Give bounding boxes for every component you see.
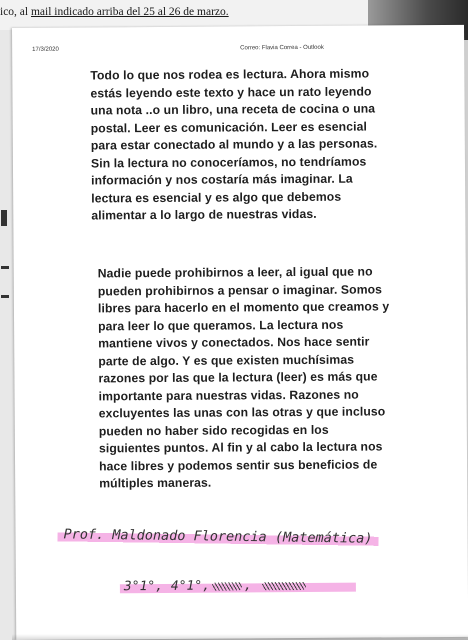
left-edge-mark	[1, 295, 9, 298]
handwritten-signature: Prof. Maldonado Florencia (Matemática)	[57, 524, 378, 548]
background-text-prefix: ico, al	[0, 6, 31, 18]
background-page-text	[0, 6, 229, 18]
handwritten-grades: 3°1°, 4°1°, ,	[124, 578, 308, 594]
left-edge-mark	[1, 266, 9, 269]
grades-text: 3°1°, 4°1°,	[123, 578, 211, 595]
print-date: 17/3/2020	[32, 46, 59, 53]
left-edge-mark	[1, 210, 7, 226]
scribbled-out-word	[212, 582, 242, 590]
paragraph-2: Nadie puede prohibirnos a leer, al igual que no pueden prohibirnos a pensar o imaginar. Somos libres para hacerlo en el momento que creamos y para leer lo que queramos. La lectura nos mantiene vivos y conectados. Nos hace sentir parte de algo. Y es que existen muchísimas razones por las que la lectura (leer) es más que importante para nuestras vidas. Razones no excluyentes las unas con las otras y que incluso pueden no haber sido recogidas en los siguientes puntos. Al fin y al cabo la lectura nos hace libres y podemos sentir sus beneficios de múltiples maneras.	[97, 264, 390, 491]
printed-page	[12, 25, 468, 640]
page-bottom-shadow	[12, 634, 468, 640]
paragraph-1: Todo lo que nos rodea es lectura. Ahora mismo estás leyendo este texto y hace un rato leyendo una nota ..o un libro, una receta de cocina o una postal. Leer es comunicación. Leer es esencial para estar conectado al mundo y a las personas. Sin la lectura no conoceríamos, no tendríamos información y nos costaría más imaginar. La lectura es esencial y es algo que debemos alimentar a lo largo de nuestras vidas.	[90, 66, 378, 223]
print-mail-title: Correo: Flavia Correa - Outlook	[240, 44, 324, 52]
scribbled-out-word	[262, 581, 306, 589]
background-text-underlined: mail indicado arriba del 25 al 26 de marzo.	[30, 6, 229, 18]
